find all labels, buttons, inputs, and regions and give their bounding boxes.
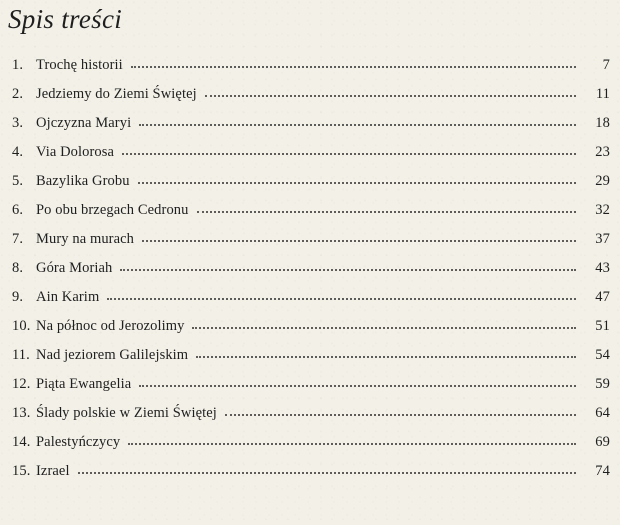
page-number: 51: [595, 318, 610, 334]
page-number: 64: [595, 405, 610, 421]
toc-title: Ain Karim: [36, 289, 100, 305]
toc-title: Na północ od Jerozolimy: [36, 318, 185, 334]
toc-number: 8.: [12, 260, 24, 276]
dot-leader: [197, 210, 577, 213]
toc-entry-15: [12, 464, 610, 493]
dot-leader: [205, 94, 576, 97]
page-number: 7: [602, 57, 610, 73]
dot-leader: [138, 181, 576, 184]
toc-title: Jedziemy do Ziemi Świętej: [36, 86, 197, 102]
toc-number: 15.: [12, 463, 31, 479]
toc-entry-13: [12, 406, 610, 435]
toc-entry-9: [12, 290, 610, 319]
page-number: 29: [595, 173, 610, 189]
toc-title: Via Dolorosa: [36, 144, 115, 160]
dot-leader: [139, 123, 576, 126]
page-number: 32: [595, 202, 610, 218]
dot-leader: [131, 65, 576, 68]
dot-leader: [225, 413, 576, 416]
page-number: 43: [595, 260, 610, 276]
toc-number: 7.: [12, 231, 24, 247]
dot-leader: [192, 326, 576, 329]
page-number: 47: [595, 289, 610, 305]
page-title: Spis treści: [8, 4, 123, 34]
dot-leader: [139, 384, 576, 387]
toc-number: 6.: [12, 202, 24, 218]
toc-entry-8: [12, 261, 610, 290]
page-number: 59: [595, 376, 610, 392]
toc-entry-3: [12, 116, 610, 145]
toc-title: Piąta Ewangelia: [36, 376, 132, 392]
table-of-contents: [12, 58, 610, 493]
toc-entry-7: [12, 232, 610, 261]
toc-number: 13.: [12, 405, 31, 421]
toc-number: 5.: [12, 173, 24, 189]
page-number: 18: [595, 115, 610, 131]
toc-title: Góra Moriah: [36, 260, 113, 276]
toc-entry-14: [12, 435, 610, 464]
toc-entry-11: [12, 348, 610, 377]
toc-title: Bazylika Grobu: [36, 173, 130, 189]
dot-leader: [107, 297, 576, 300]
page-number: 37: [595, 231, 610, 247]
toc-number: 2.: [12, 86, 24, 102]
page-number: 23: [595, 144, 610, 160]
page-number: 11: [595, 86, 610, 102]
toc-number: 11.: [12, 347, 30, 363]
dot-leader: [196, 355, 576, 358]
toc-title: Ślady polskie w Ziemi Świętej: [36, 405, 217, 421]
toc-title: Ojczyzna Maryi: [36, 115, 132, 131]
dot-leader: [122, 152, 576, 155]
toc-number: 4.: [12, 144, 24, 160]
toc-entry-1: [12, 58, 610, 87]
dot-leader: [120, 268, 576, 271]
toc-number: 1.: [12, 57, 24, 73]
toc-entry-10: [12, 319, 610, 348]
toc-entry-12: [12, 377, 610, 406]
toc-title: Mury na murach: [36, 231, 135, 247]
toc-number: 14.: [12, 434, 31, 450]
toc-title: Po obu brzegach Cedronu: [36, 202, 189, 218]
toc-entry-6: [12, 203, 610, 232]
toc-number: 10.: [12, 318, 31, 334]
toc-number: 9.: [12, 289, 24, 305]
page-number: 54: [595, 347, 610, 363]
toc-entry-2: [12, 87, 610, 116]
toc-number: 3.: [12, 115, 24, 131]
page-number: 69: [595, 434, 610, 450]
toc-entry-4: [12, 145, 610, 174]
toc-title: Trochę historii: [36, 57, 123, 73]
dot-leader: [142, 239, 576, 242]
toc-number: 12.: [12, 376, 31, 392]
page-number: 74: [595, 463, 610, 479]
toc-title: Nad jeziorem Galilejskim: [36, 347, 189, 363]
toc-entry-5: [12, 174, 610, 203]
dot-leader: [128, 442, 576, 445]
toc-title: Izrael: [36, 463, 70, 479]
dot-leader: [78, 471, 576, 474]
toc-title: Palestyńczycy: [36, 434, 121, 450]
